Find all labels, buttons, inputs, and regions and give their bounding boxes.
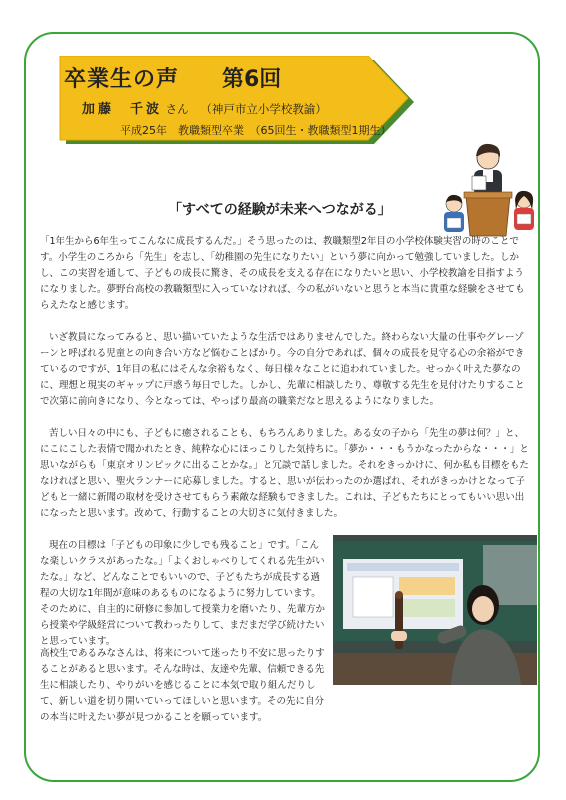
affiliation: （神戸市立小学校教諭） bbox=[200, 102, 327, 116]
issue-number: 第6回 bbox=[222, 67, 282, 92]
honorific: さん bbox=[165, 102, 189, 116]
classroom-photo bbox=[333, 535, 537, 685]
graduate-name-line bbox=[82, 98, 327, 117]
graduate-name: 加藤 千波 bbox=[82, 102, 163, 117]
headline: 「すべての経験が未来へつながる」 bbox=[168, 202, 392, 218]
paragraph-3: 苦しい日々の中にも、子どもに癒されることも、もちろんありました。ある女の子から「先生の夢は何？」と、にこにこした表情で聞かれたとき、純粋な心にほっこりした気持ちに。「夢か・・・もうかなったからな・・・」と思いながらも「東京オリンピックに出ることかな。」と冗談で話しました。それをきっかけに、何か私も目標をもたなければと思い、聖火ランナーに応募しました。すると、思いが伝わったのか選ばれ、それがきっかけとなって子どもと一緒に新聞の取材を受けさせてもらう素敵な経験もできました。これは、子どもたちにとってもいい思い出になったと思います。改めて、行動することの大切さに気付きました。 bbox=[40, 428, 529, 519]
paragraph-2: いざ教員になってみると、思い描いていたような生活ではありませんでした。終わらない大量の仕事やグレーゾーンと呼ばれる児童との向き合い方など悩むことばかり。今の自分であれば、個々の成長を見守る心の余裕ができているのですが、1年目の私にはそんな余裕もなく、毎日様々なことに追われていました。せっかく叶えた夢なのに、理想と現実のギャップに戸惑う毎日でした。しかし、先輩に相談したり、尊敬する先生を見付けたりすることで次第に前向きになり、今となっては、やっぱり最高の職業だなと思えるようになりました。 bbox=[40, 332, 525, 407]
series-title: 卒業生の声 bbox=[64, 67, 180, 92]
paragraph-1: 「1年生から6年生ってこんなに成長するんだ。」そう思ったのは、教職類型2年目の小学校体験実習の時のことです。小学生のころから「先生」を志し、「幼稚園の先生になりたい」という夢に向かって勉強していました。しかし、この実習を通して、子どもの成長に驚き、その成長を支える存在になりたいと思い、小学校教諭を目指すようになりました。夢野台高校の教職類型に入っていなければ、今の私がいないと思うと本当に貴重な経験をさせてもらえたなと感じます。 bbox=[40, 236, 525, 311]
graduation-info: 平成25年 教職類型卒業 （65回生・教職類型1期生） bbox=[120, 124, 392, 137]
paragraph-4: 現在の目標は「子どもの印象に少しでも残ること」です。「こんな楽しいクラスがあったな。」「よくおしゃべりしてくれる先生がいたな。」など、どんなことでもいいので、子どもたちが成長する過程の大切な1年間が意味のあるものになるように努力しています。そのために、自主的に研修に参加して授業力を磨いたり、先輩方から授業や学級経営について教わったりして、まだまだ学び続けたいと思っています。 bbox=[40, 540, 326, 647]
paragraph-5: 高校生であるみなさんは、将来について迷ったり不安に思ったりすることがあると思います。そんな時は、友達や先輩、信頼できる先生に相談したり、やりがいを感じることに本気で取り組んだりして、新しい道を切り開いていってほしいと思います。その先に自分の本当に叶えたい夢が見つかることを願っています。 bbox=[40, 648, 325, 723]
teacher-students-illustration bbox=[438, 140, 542, 240]
